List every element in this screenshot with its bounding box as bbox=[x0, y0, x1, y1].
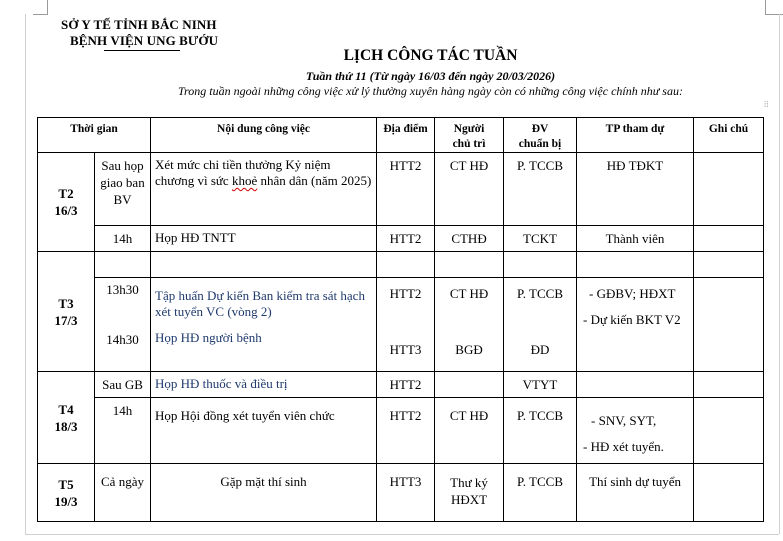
col-content: Nội dung công việc bbox=[151, 118, 377, 153]
chair-l1: Thư ký bbox=[450, 475, 488, 490]
page-margin-bottom bbox=[25, 534, 779, 535]
day-cell bbox=[38, 464, 95, 522]
prep-cell: P. TCCB bbox=[504, 153, 577, 226]
location-cell: HTT3 bbox=[377, 464, 435, 522]
content-cell: Họp Hội đồng xét tuyển viên chức bbox=[151, 398, 377, 464]
time-b: 14h30 bbox=[106, 332, 139, 347]
col-location: Địa điểm bbox=[377, 118, 435, 153]
table-row bbox=[38, 464, 764, 522]
attendees-l2: - HĐ xét tuyển. bbox=[583, 439, 664, 454]
chair-cell: CT HĐ bbox=[435, 153, 504, 226]
time-l3: BV bbox=[113, 192, 132, 207]
content-text: Xét mức chi tiền thưởng Kỷ niệm chương vì sức bbox=[155, 157, 331, 188]
col-chair bbox=[435, 118, 504, 153]
header-row bbox=[38, 118, 764, 153]
time-cell bbox=[95, 153, 151, 226]
attendees-cell bbox=[577, 398, 694, 464]
time-cell: Cả ngày bbox=[95, 464, 151, 522]
attendees-cell: Thí sinh dự tuyển bbox=[577, 464, 694, 522]
notes-cell bbox=[694, 226, 764, 252]
location-cell bbox=[377, 278, 435, 372]
prep-b: ĐD bbox=[530, 342, 550, 357]
time-cell: Sau GB bbox=[95, 372, 151, 398]
notes-cell bbox=[694, 153, 764, 226]
org-name: SỞ Y TẾ TỈNH BẮC NINH bbox=[61, 17, 217, 32]
attendees-cell bbox=[577, 372, 694, 398]
content-cell: Họp HĐ TNTT bbox=[151, 226, 377, 252]
spelling-error-word[interactable]: khoẻ bbox=[231, 173, 258, 188]
location-cell: HTT2 bbox=[377, 226, 435, 252]
day-label: T4 bbox=[58, 401, 74, 417]
table-row bbox=[38, 278, 764, 372]
attendees-cell bbox=[577, 278, 694, 372]
attendees-cell bbox=[577, 252, 694, 278]
day-cell bbox=[38, 372, 95, 464]
prep-cell: P. TCCB bbox=[504, 398, 577, 464]
col-prep-l2: chuẩn bị bbox=[518, 138, 562, 150]
time-a: 13h30 bbox=[106, 282, 139, 297]
page-corner-mark bbox=[33, 0, 48, 15]
location-cell: HTT2 bbox=[377, 372, 435, 398]
hospital-name: BỆNH VIỆN UNG BƯỚU bbox=[70, 33, 219, 48]
col-attendees: TP tham dự bbox=[577, 118, 694, 153]
table-row bbox=[38, 153, 764, 226]
chair-l2: HĐXT bbox=[450, 492, 488, 507]
intro-text: Trong tuần ngoài những công việc xử lý thường xuyên hàng ngày còn có những công việc chính như sau: bbox=[178, 84, 683, 98]
notes-cell bbox=[694, 372, 764, 398]
day-label: T5 bbox=[58, 476, 74, 492]
prep-cell: VTYT bbox=[504, 372, 577, 398]
content-a: Tập huấn Dự kiến Ban kiểm tra sát hạch xét tuyển VC (vòng 2) bbox=[155, 288, 365, 319]
week-subtitle: Tuần thứ 11 (Từ ngày 16/03 đến ngày 20/03/2026) bbox=[305, 69, 556, 83]
table-move-handle-icon[interactable]: ⁞⁞ bbox=[764, 100, 769, 109]
location-cell: HTT2 bbox=[377, 153, 435, 226]
prep-cell bbox=[504, 252, 577, 278]
location-cell bbox=[377, 252, 435, 278]
chair-b: BGĐ bbox=[455, 342, 483, 357]
prep-cell bbox=[504, 278, 577, 372]
day-date: 16/3 bbox=[54, 203, 78, 218]
chair-cell: CTHĐ bbox=[435, 226, 504, 252]
location-cell: HTT2 bbox=[377, 398, 435, 464]
col-chair-l1: Người bbox=[453, 123, 485, 135]
prep-a: P. TCCB bbox=[517, 286, 564, 301]
content-cell bbox=[151, 153, 377, 226]
location-b: HTT3 bbox=[389, 342, 422, 357]
chair-cell: CT HĐ bbox=[435, 398, 504, 464]
content-cell bbox=[151, 252, 377, 278]
prep-cell: P. TCCB bbox=[504, 464, 577, 522]
attendees-cell: HĐ TĐKT bbox=[577, 153, 694, 226]
schedule-table bbox=[37, 117, 764, 522]
time-l1: Sau họp bbox=[101, 158, 144, 173]
time-cell: 14h bbox=[95, 226, 151, 252]
col-time: Thời gian bbox=[38, 118, 151, 153]
page-corner-mark bbox=[765, 0, 783, 15]
notes-cell bbox=[694, 398, 764, 464]
time-cell bbox=[95, 278, 151, 372]
table-row bbox=[38, 252, 764, 278]
table-row bbox=[38, 372, 764, 398]
day-date: 17/3 bbox=[54, 312, 78, 328]
col-prep-l1: ĐV bbox=[531, 123, 549, 135]
col-notes: Ghi chú bbox=[694, 118, 764, 153]
day-label: T2 bbox=[58, 186, 74, 201]
time-cell: 14h bbox=[95, 398, 151, 464]
attendees-l1: - SNV, SYT, bbox=[591, 413, 657, 428]
time-l2: giao ban bbox=[100, 175, 145, 190]
table-row bbox=[38, 398, 764, 464]
notes-cell bbox=[694, 278, 764, 372]
day-date: 18/3 bbox=[54, 418, 78, 434]
col-chair-l2: chủ trì bbox=[452, 138, 486, 150]
content-b: Họp HĐ người bệnh bbox=[155, 330, 262, 345]
attendees-cell: Thành viên bbox=[577, 226, 694, 252]
chair-cell bbox=[435, 372, 504, 398]
day-cell bbox=[38, 252, 95, 372]
notes-cell bbox=[694, 464, 764, 522]
chair-a: CT HĐ bbox=[449, 286, 489, 301]
day-label: T3 bbox=[58, 295, 74, 311]
time-cell bbox=[95, 252, 151, 278]
page-title: LỊCH CÔNG TÁC TUẦN bbox=[343, 47, 518, 64]
notes-cell bbox=[694, 252, 764, 278]
day-cell bbox=[38, 153, 95, 252]
chair-cell bbox=[435, 278, 504, 372]
content-cell: Họp HĐ thuốc và điều trị bbox=[151, 372, 377, 398]
content-text-end: nhân dân (năm 2025) bbox=[257, 173, 372, 188]
chair-cell bbox=[435, 464, 504, 522]
day-date: 19/3 bbox=[54, 493, 78, 509]
content-cell bbox=[151, 278, 377, 372]
location-a: HTT2 bbox=[389, 286, 422, 301]
chair-cell bbox=[435, 252, 504, 278]
prep-cell: TCKT bbox=[504, 226, 577, 252]
content-cell: Gặp mặt thí sinh bbox=[151, 464, 377, 522]
table-row bbox=[38, 226, 764, 252]
attendees-b: - Dự kiến BKT V2 bbox=[583, 312, 681, 327]
col-prep bbox=[504, 118, 577, 153]
attendees-a: - GĐBV; HĐXT bbox=[589, 286, 676, 301]
